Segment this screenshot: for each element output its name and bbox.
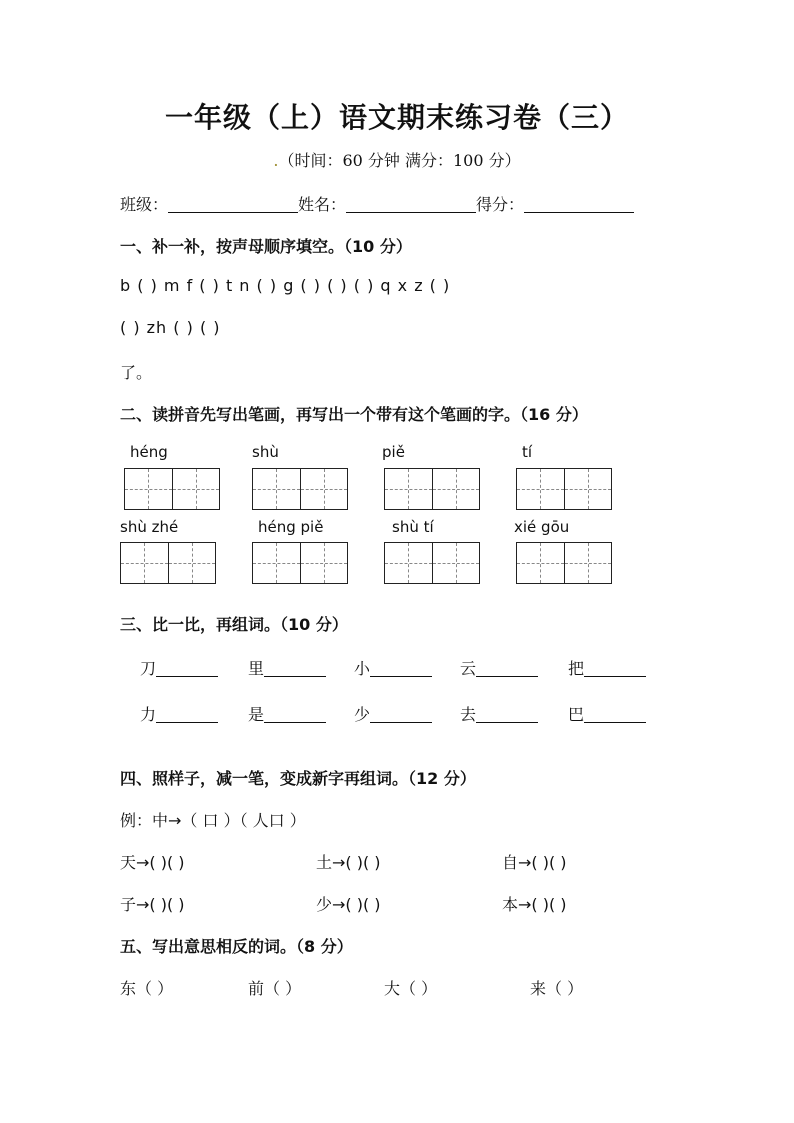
compare-char: 里 (248, 659, 265, 678)
section-5-heading: 五、写出意思相反的词。（8 分） (120, 937, 353, 956)
pinyin-label: shù zhé (120, 518, 179, 536)
compare-word-item (248, 702, 326, 725)
subtitle-dot: . (273, 151, 279, 170)
pinyin-label: héng piě (258, 518, 324, 536)
writing-grid[interactable] (516, 468, 612, 510)
compare-char: 把 (568, 659, 585, 678)
compare-char: 少 (354, 705, 371, 724)
pinyin-label: shù tí (392, 518, 434, 536)
writing-grid[interactable] (384, 468, 480, 510)
word-blank[interactable] (370, 706, 432, 723)
writing-grid[interactable] (384, 542, 480, 584)
subtract-stroke-item: 土→( )( ) (316, 853, 381, 872)
section-2-heading: 二、读拼音先写出笔画，再写出一个带有这个笔画的字。（16 分） (120, 405, 588, 424)
compare-word-item (140, 656, 218, 679)
compare-word-item (568, 702, 646, 725)
student-info-line (120, 192, 634, 215)
compare-word-item (568, 656, 646, 679)
antonym-item: 来（ ） (530, 979, 584, 998)
writing-grid[interactable] (252, 542, 348, 584)
compare-char: 巴 (568, 705, 585, 724)
antonym-item: 东（ ） (120, 979, 174, 998)
word-blank[interactable] (264, 660, 326, 677)
compare-word-item (248, 656, 326, 679)
subtract-stroke-item: 天→( )( ) (120, 853, 185, 872)
page-title: 一年级（上）语文期末练习卷（三） (164, 101, 629, 134)
pinyin-label: tí (522, 443, 533, 461)
word-blank[interactable] (370, 660, 432, 677)
writing-grid[interactable] (252, 468, 348, 510)
word-blank[interactable] (476, 660, 538, 677)
subtract-stroke-item: 自→( )( ) (502, 853, 567, 872)
pinyin-label: xié gōu (514, 518, 570, 536)
pinyin-label: piě (382, 443, 405, 461)
pinyin-label: héng (130, 443, 168, 461)
compare-char: 小 (354, 659, 371, 678)
name-label: 姓名： (298, 195, 347, 214)
page-subtitle (0, 148, 794, 171)
word-blank[interactable] (156, 706, 218, 723)
word-blank[interactable] (264, 706, 326, 723)
subtract-stroke-item: 子→( )( ) (120, 895, 185, 914)
compare-char: 去 (460, 705, 477, 724)
compare-word-item (354, 702, 432, 725)
compare-char: 力 (140, 705, 157, 724)
compare-char: 是 (248, 705, 265, 724)
word-blank[interactable] (584, 660, 646, 677)
class-label: 班级： (120, 195, 169, 214)
compare-word-item (460, 656, 538, 679)
compare-word-item (460, 702, 538, 725)
compare-char: 刀 (140, 659, 157, 678)
compare-word-item (140, 702, 218, 725)
antonym-item: 前（ ） (248, 979, 302, 998)
section-4-example: 例：中→（ 口 ）（ 人口 ） (120, 811, 306, 830)
word-blank[interactable] (476, 706, 538, 723)
section-1-line-2: ( ) zh ( ) ( ) (120, 318, 221, 337)
compare-char: 云 (460, 659, 477, 678)
subtract-stroke-item: 少→( )( ) (316, 895, 381, 914)
subtitle-text: （时间：60 分钟 满分：100 分） (278, 151, 521, 170)
section-1-line-3: 了。 (120, 363, 153, 382)
writing-grid[interactable] (516, 542, 612, 584)
section-1-line-1: b ( ) m f ( ) t n ( ) g ( ) ( ) ( ) q x z ( ) (120, 276, 451, 295)
section-4-heading: 四、照样子，减一笔，变成新字再组词。（12 分） (120, 769, 476, 788)
subtract-stroke-item: 本→( )( ) (502, 895, 567, 914)
score-blank[interactable] (524, 196, 634, 213)
pinyin-label: shù (252, 443, 279, 461)
writing-grid[interactable] (124, 468, 220, 510)
section-3-heading: 三、比一比，再组词。（10 分） (120, 615, 348, 634)
section-1-heading: 一、补一补，按声母顺序填空。（10 分） (120, 237, 412, 256)
writing-grid[interactable] (120, 542, 216, 584)
word-blank[interactable] (156, 660, 218, 677)
score-label: 得分： (476, 195, 525, 214)
class-blank[interactable] (168, 196, 298, 213)
compare-word-item (354, 656, 432, 679)
name-blank[interactable] (346, 196, 476, 213)
word-blank[interactable] (584, 706, 646, 723)
antonym-item: 大（ ） (384, 979, 438, 998)
